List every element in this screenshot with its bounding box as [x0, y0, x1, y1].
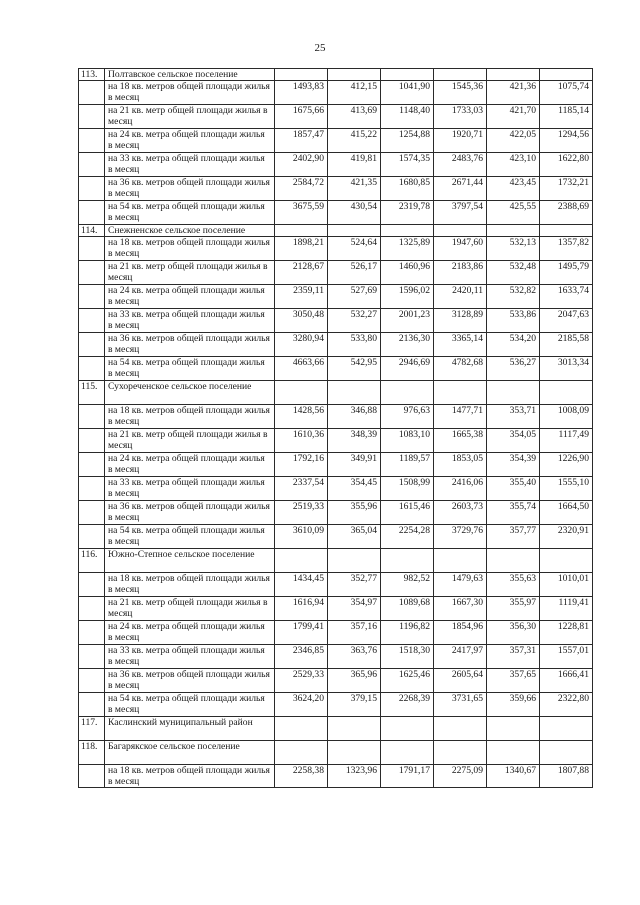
value-cell: 357,31	[487, 645, 540, 669]
value-cell: 542,95	[328, 357, 381, 381]
value-cell: 1545,36	[434, 81, 487, 105]
value-cell: 2529,33	[275, 669, 328, 693]
value-cell: 532,27	[328, 309, 381, 333]
value-cell: 1791,17	[381, 765, 434, 788]
value-cell: 1041,90	[381, 81, 434, 105]
value-cell: 1807,88	[540, 765, 593, 788]
value-cell: 425,55	[487, 201, 540, 225]
table-row	[79, 69, 593, 81]
value-cell: 532,82	[487, 285, 540, 309]
value-cell: 1477,71	[434, 405, 487, 429]
row-number-cell	[79, 453, 105, 477]
value-cell: 1083,10	[381, 429, 434, 453]
value-cell: 536,27	[487, 357, 540, 381]
value-cell	[487, 741, 540, 765]
value-cell: 2402,90	[275, 153, 328, 177]
row-name-cell: Полтавское сельское поселение	[105, 69, 275, 81]
value-cell	[328, 549, 381, 573]
table-row	[79, 621, 593, 645]
value-cell: 982,52	[381, 573, 434, 597]
value-cell	[381, 69, 434, 81]
row-number-cell: 118.	[79, 741, 105, 765]
value-cell: 1555,10	[540, 477, 593, 501]
value-cell: 2388,69	[540, 201, 593, 225]
value-cell: 4663,66	[275, 357, 328, 381]
row-number-cell	[79, 309, 105, 333]
value-cell: 1196,82	[381, 621, 434, 645]
value-cell: 1493,83	[275, 81, 328, 105]
value-cell	[275, 69, 328, 81]
value-cell: 357,65	[487, 669, 540, 693]
row-name-cell: на 54 кв. метра общей площади жилья в месяц	[105, 525, 275, 549]
table-row	[79, 501, 593, 525]
value-cell: 354,05	[487, 429, 540, 453]
value-cell	[434, 717, 487, 741]
value-cell: 1666,41	[540, 669, 593, 693]
value-cell: 1733,03	[434, 105, 487, 129]
value-cell: 1920,71	[434, 129, 487, 153]
table-row	[79, 333, 593, 357]
value-cell: 2946,69	[381, 357, 434, 381]
value-cell: 2337,54	[275, 477, 328, 501]
value-cell: 3280,94	[275, 333, 328, 357]
value-cell: 1508,99	[381, 477, 434, 501]
value-cell: 354,97	[328, 597, 381, 621]
row-number-cell	[79, 645, 105, 669]
value-cell: 421,70	[487, 105, 540, 129]
row-number-cell	[79, 621, 105, 645]
value-cell: 346,88	[328, 405, 381, 429]
table-row	[79, 477, 593, 501]
value-cell	[434, 69, 487, 81]
value-cell: 2047,63	[540, 309, 593, 333]
table-row	[79, 669, 593, 693]
value-cell: 2416,06	[434, 477, 487, 501]
row-name-cell: на 36 кв. метров общей площади жилья в месяц	[105, 669, 275, 693]
value-cell: 1857,47	[275, 129, 328, 153]
value-cell	[328, 741, 381, 765]
value-cell: 2320,91	[540, 525, 593, 549]
value-cell: 533,86	[487, 309, 540, 333]
row-number-cell	[79, 597, 105, 621]
row-number-cell	[79, 477, 105, 501]
value-cell: 1228,81	[540, 621, 593, 645]
row-number-cell	[79, 177, 105, 201]
row-name-cell: на 36 кв. метров общей площади жилья в месяц	[105, 333, 275, 357]
value-cell: 1148,40	[381, 105, 434, 129]
row-name-cell: на 36 кв. метров общей площади жилья в месяц	[105, 177, 275, 201]
value-cell	[381, 717, 434, 741]
value-cell	[540, 69, 593, 81]
value-cell: 1667,30	[434, 597, 487, 621]
value-cell: 1010,01	[540, 573, 593, 597]
value-cell: 359,66	[487, 693, 540, 717]
value-cell	[328, 225, 381, 237]
value-cell: 422,05	[487, 129, 540, 153]
row-name-cell: на 24 кв. метра общей площади жилья в месяц	[105, 129, 275, 153]
row-name-cell: на 24 кв. метра общей площади жилья в месяц	[105, 285, 275, 309]
row-number-cell: 113.	[79, 69, 105, 81]
row-name-cell: на 21 кв. метр общей площади жилья в месяц	[105, 597, 275, 621]
row-name-cell: на 24 кв. метра общей площади жилья в месяц	[105, 621, 275, 645]
table-row	[79, 153, 593, 177]
value-cell: 1633,74	[540, 285, 593, 309]
value-cell: 2603,73	[434, 501, 487, 525]
value-cell: 3729,76	[434, 525, 487, 549]
value-cell: 348,39	[328, 429, 381, 453]
value-cell: 2584,72	[275, 177, 328, 201]
value-cell	[540, 549, 593, 573]
value-cell: 1323,96	[328, 765, 381, 788]
row-number-cell	[79, 669, 105, 693]
value-cell: 2519,33	[275, 501, 328, 525]
row-number-cell	[79, 765, 105, 788]
value-cell: 3365,14	[434, 333, 487, 357]
value-cell: 355,97	[487, 597, 540, 621]
value-cell: 532,48	[487, 261, 540, 285]
value-cell	[381, 381, 434, 405]
value-cell	[275, 549, 328, 573]
table-row	[79, 429, 593, 453]
row-number-cell	[79, 285, 105, 309]
value-cell: 1947,60	[434, 237, 487, 261]
value-cell	[275, 381, 328, 405]
row-number-cell	[79, 501, 105, 525]
value-cell: 1075,74	[540, 81, 593, 105]
value-cell	[328, 69, 381, 81]
value-cell	[487, 549, 540, 573]
value-cell: 2185,58	[540, 333, 593, 357]
value-cell: 355,63	[487, 573, 540, 597]
value-cell: 1853,05	[434, 453, 487, 477]
value-cell: 1428,56	[275, 405, 328, 429]
value-cell: 1615,46	[381, 501, 434, 525]
row-name-cell: на 33 кв. метра общей площади жилья в месяц	[105, 477, 275, 501]
value-cell: 976,63	[381, 405, 434, 429]
value-cell: 2420,11	[434, 285, 487, 309]
value-cell	[540, 741, 593, 765]
row-name-cell: Багарякское сельское поселение	[105, 741, 275, 765]
table-row	[79, 693, 593, 717]
row-name-cell: на 18 кв. метров общей площади жилья в месяц	[105, 573, 275, 597]
table-row	[79, 525, 593, 549]
row-number-cell	[79, 81, 105, 105]
value-cell: 1460,96	[381, 261, 434, 285]
value-cell: 1557,01	[540, 645, 593, 669]
row-number-cell	[79, 105, 105, 129]
row-name-cell: на 21 кв. метр общей площади жилья в месяц	[105, 261, 275, 285]
row-number-cell	[79, 573, 105, 597]
value-cell: 1495,79	[540, 261, 593, 285]
value-cell	[381, 225, 434, 237]
value-cell: 421,35	[328, 177, 381, 201]
value-cell: 423,10	[487, 153, 540, 177]
table-row	[79, 357, 593, 381]
table-row	[79, 645, 593, 669]
value-cell	[487, 225, 540, 237]
table-row	[79, 765, 593, 788]
row-number-cell	[79, 237, 105, 261]
value-cell: 1008,09	[540, 405, 593, 429]
value-cell: 2605,64	[434, 669, 487, 693]
value-cell: 1625,46	[381, 669, 434, 693]
table-row	[79, 717, 593, 741]
value-cell: 2346,85	[275, 645, 328, 669]
value-cell: 1518,30	[381, 645, 434, 669]
value-cell	[540, 717, 593, 741]
value-cell: 1665,38	[434, 429, 487, 453]
value-cell	[328, 717, 381, 741]
table-row	[79, 309, 593, 333]
value-cell: 1185,14	[540, 105, 593, 129]
tariff-table	[78, 68, 593, 788]
row-name-cell: на 36 кв. метров общей площади жилья в месяц	[105, 501, 275, 525]
value-cell: 2001,23	[381, 309, 434, 333]
value-cell	[275, 741, 328, 765]
value-cell: 1675,66	[275, 105, 328, 129]
value-cell: 2322,80	[540, 693, 593, 717]
value-cell: 1574,35	[381, 153, 434, 177]
table-row	[79, 237, 593, 261]
value-cell: 2671,44	[434, 177, 487, 201]
value-cell	[487, 381, 540, 405]
value-cell	[434, 549, 487, 573]
table-row	[79, 225, 593, 237]
value-cell: 353,71	[487, 405, 540, 429]
value-cell: 355,40	[487, 477, 540, 501]
table-row	[79, 81, 593, 105]
row-number-cell	[79, 333, 105, 357]
value-cell: 2183,86	[434, 261, 487, 285]
table-row	[79, 453, 593, 477]
value-cell: 1117,49	[540, 429, 593, 453]
value-cell: 2128,67	[275, 261, 328, 285]
value-cell: 2275,09	[434, 765, 487, 788]
value-cell: 1854,96	[434, 621, 487, 645]
value-cell	[487, 717, 540, 741]
value-cell: 534,20	[487, 333, 540, 357]
value-cell: 2268,39	[381, 693, 434, 717]
value-cell	[434, 381, 487, 405]
value-cell: 352,77	[328, 573, 381, 597]
value-cell: 2483,76	[434, 153, 487, 177]
value-cell	[381, 549, 434, 573]
value-cell: 1792,16	[275, 453, 328, 477]
value-cell: 3731,65	[434, 693, 487, 717]
value-cell: 357,77	[487, 525, 540, 549]
value-cell: 4782,68	[434, 357, 487, 381]
table-row	[79, 573, 593, 597]
value-cell: 357,16	[328, 621, 381, 645]
value-cell: 3624,20	[275, 693, 328, 717]
table-row	[79, 201, 593, 225]
row-number-cell	[79, 201, 105, 225]
value-cell: 412,15	[328, 81, 381, 105]
row-name-cell: на 18 кв. метров общей площади жилья в месяц	[105, 405, 275, 429]
value-cell: 355,74	[487, 501, 540, 525]
row-name-cell: на 21 кв. метр общей площади жилья в месяц	[105, 105, 275, 129]
value-cell: 3610,09	[275, 525, 328, 549]
row-name-cell: на 33 кв. метра общей площади жилья в месяц	[105, 309, 275, 333]
value-cell: 430,54	[328, 201, 381, 225]
value-cell: 1254,88	[381, 129, 434, 153]
row-name-cell: Сухореченское сельское поселение	[105, 381, 275, 405]
table-row	[79, 597, 593, 621]
value-cell: 354,45	[328, 477, 381, 501]
value-cell: 1479,63	[434, 573, 487, 597]
value-cell: 2258,38	[275, 765, 328, 788]
value-cell: 1089,68	[381, 597, 434, 621]
value-cell: 355,96	[328, 501, 381, 525]
row-number-cell	[79, 405, 105, 429]
table-row	[79, 177, 593, 201]
value-cell: 1622,80	[540, 153, 593, 177]
value-cell: 423,45	[487, 177, 540, 201]
value-cell: 413,69	[328, 105, 381, 129]
row-number-cell: 114.	[79, 225, 105, 237]
value-cell: 2136,30	[381, 333, 434, 357]
value-cell: 1898,21	[275, 237, 328, 261]
value-cell: 1325,89	[381, 237, 434, 261]
value-cell: 3797,54	[434, 201, 487, 225]
value-cell	[275, 717, 328, 741]
row-number-cell	[79, 153, 105, 177]
row-name-cell: на 18 кв. метров общей площади жилья в месяц	[105, 81, 275, 105]
value-cell: 1664,50	[540, 501, 593, 525]
row-name-cell: на 18 кв. метров общей площади жилья в месяц	[105, 765, 275, 788]
row-name-cell: на 54 кв. метра общей площади жилья в месяц	[105, 693, 275, 717]
value-cell	[328, 381, 381, 405]
value-cell: 2319,78	[381, 201, 434, 225]
table-row	[79, 549, 593, 573]
value-cell: 532,13	[487, 237, 540, 261]
row-name-cell: на 33 кв. метра общей площади жилья в месяц	[105, 645, 275, 669]
value-cell: 365,96	[328, 669, 381, 693]
row-number-cell: 116.	[79, 549, 105, 573]
value-cell: 349,91	[328, 453, 381, 477]
table-row	[79, 285, 593, 309]
value-cell: 1357,82	[540, 237, 593, 261]
value-cell: 533,80	[328, 333, 381, 357]
value-cell	[434, 225, 487, 237]
table-row	[79, 261, 593, 285]
value-cell: 1799,41	[275, 621, 328, 645]
row-number-cell	[79, 129, 105, 153]
row-name-cell: на 33 кв. метра общей площади жилья в месяц	[105, 153, 275, 177]
value-cell: 527,69	[328, 285, 381, 309]
value-cell: 3128,89	[434, 309, 487, 333]
value-cell	[381, 741, 434, 765]
row-name-cell: на 54 кв. метра общей площади жилья в месяц	[105, 357, 275, 381]
table-row	[79, 129, 593, 153]
row-number-cell: 117.	[79, 717, 105, 741]
value-cell	[487, 69, 540, 81]
value-cell: 2417,97	[434, 645, 487, 669]
page-number: 25	[314, 42, 326, 54]
value-cell: 3050,48	[275, 309, 328, 333]
table-row	[79, 405, 593, 429]
value-cell: 354,39	[487, 453, 540, 477]
value-cell: 3013,34	[540, 357, 593, 381]
row-name-cell: Каслинский муниципальный район	[105, 717, 275, 741]
table-row	[79, 105, 593, 129]
row-name-cell: Снежненское сельское поселение	[105, 225, 275, 237]
row-number-cell: 115.	[79, 381, 105, 405]
value-cell	[434, 741, 487, 765]
row-name-cell: на 18 кв. метров общей площади жилья в месяц	[105, 237, 275, 261]
value-cell: 1294,56	[540, 129, 593, 153]
value-cell	[540, 225, 593, 237]
value-cell: 1189,57	[381, 453, 434, 477]
row-number-cell	[79, 429, 105, 453]
row-number-cell	[79, 693, 105, 717]
value-cell: 2254,28	[381, 525, 434, 549]
value-cell: 3675,59	[275, 201, 328, 225]
value-cell: 1732,21	[540, 177, 593, 201]
value-cell	[540, 381, 593, 405]
value-cell: 1616,94	[275, 597, 328, 621]
value-cell: 1434,45	[275, 573, 328, 597]
value-cell	[275, 225, 328, 237]
row-number-cell	[79, 261, 105, 285]
row-name-cell: на 54 кв. метра общей площади жилья в месяц	[105, 201, 275, 225]
table-row	[79, 381, 593, 405]
value-cell: 363,76	[328, 645, 381, 669]
value-cell: 1596,02	[381, 285, 434, 309]
value-cell: 524,64	[328, 237, 381, 261]
value-cell: 421,36	[487, 81, 540, 105]
value-cell: 1680,85	[381, 177, 434, 201]
row-name-cell: на 24 кв. метра общей площади жилья в месяц	[105, 453, 275, 477]
value-cell: 1340,67	[487, 765, 540, 788]
value-cell: 1119,41	[540, 597, 593, 621]
row-name-cell: Южно-Степное сельское поселение	[105, 549, 275, 573]
value-cell: 379,15	[328, 693, 381, 717]
row-name-cell: на 21 кв. метр общей площади жилья в месяц	[105, 429, 275, 453]
value-cell: 415,22	[328, 129, 381, 153]
value-cell: 1610,36	[275, 429, 328, 453]
row-number-cell	[79, 357, 105, 381]
table-row	[79, 741, 593, 765]
value-cell: 526,17	[328, 261, 381, 285]
value-cell: 356,30	[487, 621, 540, 645]
value-cell: 1226,90	[540, 453, 593, 477]
row-number-cell	[79, 525, 105, 549]
value-cell: 419,81	[328, 153, 381, 177]
value-cell: 2359,11	[275, 285, 328, 309]
value-cell: 365,04	[328, 525, 381, 549]
